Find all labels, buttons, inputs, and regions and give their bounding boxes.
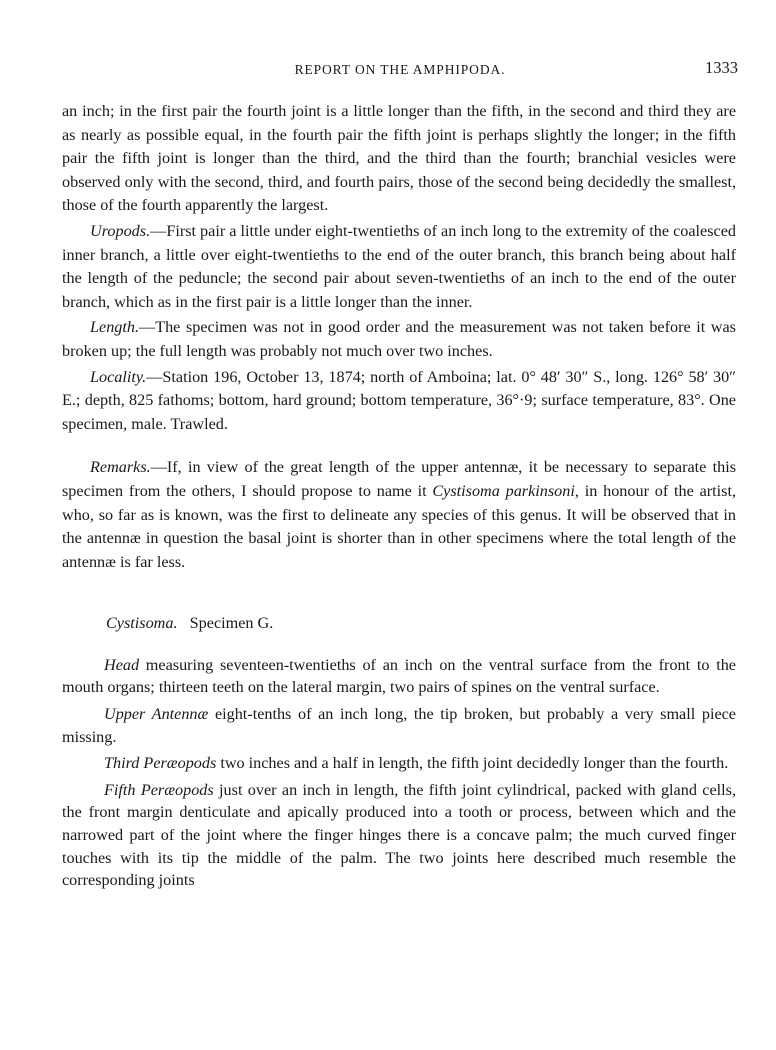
remarks-heading: Remarks. — [90, 458, 151, 477]
head-heading: Head — [104, 655, 140, 674]
length-text: —The specimen was not in good order and the measurement was not taken before it was broken up; the full length was probably not much over two inches. — [62, 318, 736, 360]
specimen-g-title — [62, 612, 736, 636]
remarks-paragraph — [62, 456, 736, 574]
specimen-genus: Cystisoma. — [106, 614, 178, 633]
remarks-text-after: , in honour of the artist, who, so far as is known, was the first to delineate any species of this genus. It will be observed that in the antennæ in question the basal joint is shorter than in other specimens where the total length of the antennæ is far less. — [62, 481, 737, 571]
uropods-heading: Uropods. — [90, 221, 151, 240]
upper-antennae-text: eight-tenths of an inch long, the tip broken, but probably a very small piece missing. — [62, 705, 736, 746]
head-paragraph — [62, 654, 736, 699]
remarks-text-before: —If, in view of the great length of the upper antennæ, it be necessary to separate this specimen from the others, I should propose to name it — [62, 458, 736, 500]
third-peraeopods-paragraph — [62, 752, 736, 775]
uropods-text: —First pair a little under eight-twentieths of an inch long to the extremity of the coalesced inner branch, a little over eight-twentieths to the end of the outer branch, this branch being about half the length of the peduncle; the second pair about seven-twentieths of an inch to the end of the outer branch, which as in the first pair is a little longer than the inner. — [62, 221, 736, 311]
fifth-peraeopods-paragraph — [62, 779, 736, 892]
specimen-g-description — [62, 654, 736, 892]
third-peraeopods-heading: Third Peræopods — [104, 754, 217, 773]
locality-heading: Locality. — [90, 367, 147, 386]
third-peraeopods-text: two inches and a half in length, the fifth joint decidedly longer than the fourth. — [216, 754, 729, 773]
length-heading: Length. — [90, 318, 140, 337]
locality-text: —Station 196, October 13, 1874; north of Amboina; lat. 0° 48′ 30″ S., long. 126° 58′ 30″ E.; depth, 825 fathoms; bottom, hard ground; bottom temperature, 36°·9; surface temperature, 83°. One specimen, male. Trawled. — [62, 367, 736, 433]
species-name: Cystisoma parkinsoni — [432, 481, 575, 500]
head-text: measuring seventeen-twentieths of an inch on the ventral surface from the front to the mouth organs; thirteen teeth on the lateral margin, two pairs of spines on the ventral surface. — [62, 655, 736, 697]
continued-paragraph — [62, 100, 736, 218]
locality-paragraph — [62, 366, 736, 437]
body-text — [62, 100, 736, 896]
upper-antennae-heading: Upper Antennæ — [104, 705, 209, 724]
running-title: REPORT ON THE AMPHIPODA. — [294, 62, 506, 77]
page-number: 1333 — [705, 58, 738, 77]
page-header — [62, 56, 738, 86]
uropods-paragraph — [62, 220, 736, 314]
fifth-peraeopods-heading: Fifth Peræopods — [104, 780, 214, 799]
upper-antennae-paragraph — [62, 703, 736, 748]
length-paragraph — [62, 316, 736, 363]
continued-paragraph-text: an inch; in the first pair the fourth joint is a little longer than the fifth, in the second and third they are as nearly as possible equal, in the fourth pair the fifth joint is perhaps slightly the longer; in the fifth pair the fifth joint is longer than the third, and the third than the fourth; branchial vesicles were observed only with the second, third, and fourth pairs, those of the second being decidedly the smallest, those of the fourth apparently the largest. — [62, 102, 736, 215]
specimen-label: Specimen G. — [189, 614, 274, 633]
fifth-peraeopods-text: just over an inch in length, the fifth joint cylindrical, packed with gland cells, the front margin denticulate and apically produced into a tooth or process, between which and the narrowed part of the joint where the finger hinges there is a concave palm; the much curved finger touches with its tip the middle of the palm. The two joints here described much resemble the corresponding joints — [62, 780, 736, 890]
